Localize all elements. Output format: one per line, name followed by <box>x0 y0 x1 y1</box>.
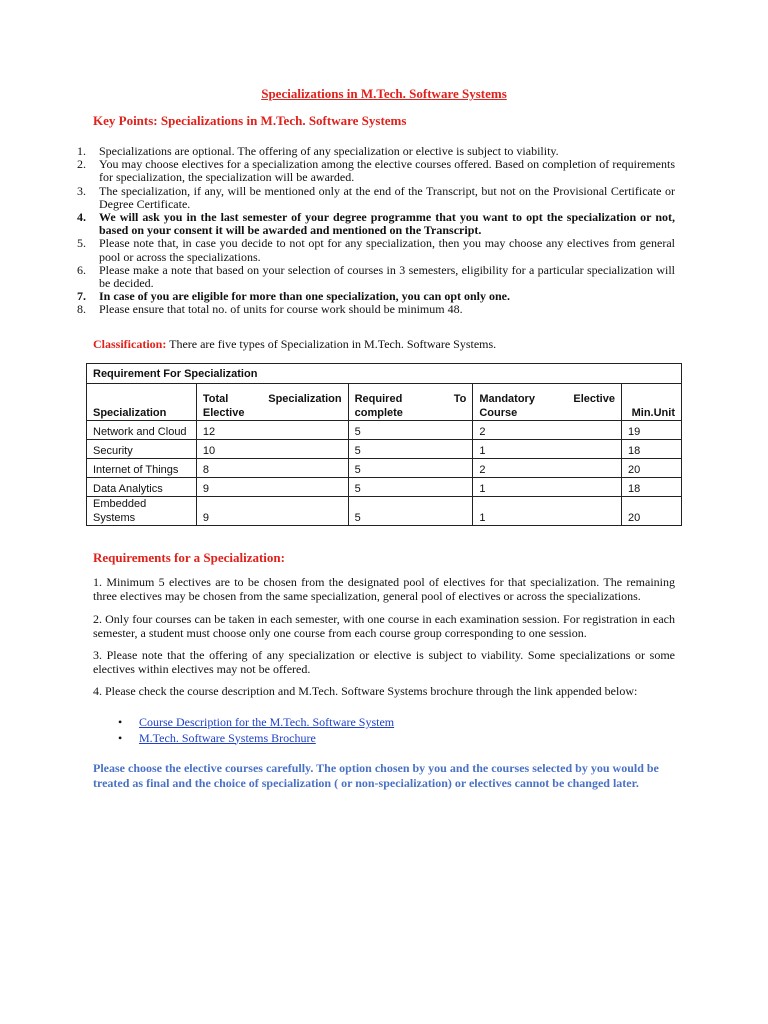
requirements-heading: Requirements for a Specialization: <box>93 550 285 565</box>
bullet-icon: • <box>118 730 123 745</box>
table-cell: Network and Cloud <box>87 421 197 440</box>
table-row <box>87 459 682 478</box>
column-header: Required To complete <box>348 384 473 421</box>
key-points-heading: Key Points: Specializations in M.Tech. Software Systems <box>93 113 407 128</box>
key-points-list <box>77 145 675 317</box>
final-note: Please choose the elective courses carefully. The option chosen by you and the courses selected by you would be treated as final and the choice of specialization ( or non-specialization) or electives cannot be changed later. <box>93 761 659 790</box>
requirement-paragraph: 3. Please note that the offering of any specialization or elective is subject to viability. Some specializations or some electives within electives may not be offered. <box>93 648 675 676</box>
table-row <box>87 478 682 497</box>
key-point-item: 5. Please note that, in case you decide to not opt for any specialization, then you may choose any electives from general pool or across the specializations. <box>77 236 675 264</box>
table-cell: 20 <box>621 497 681 526</box>
table-cell: 8 <box>196 459 348 478</box>
classification-line <box>93 337 496 352</box>
table-cell: 2 <box>473 459 622 478</box>
table-cell: 12 <box>196 421 348 440</box>
table-cell: Embedded Systems <box>87 497 197 526</box>
table-row <box>87 421 682 440</box>
table-cell: 20 <box>621 459 681 478</box>
specialization-table <box>86 363 682 526</box>
column-header: Specialization <box>87 384 197 421</box>
table-cell: 18 <box>621 478 681 497</box>
list-item <box>118 715 394 731</box>
table-cell: 5 <box>348 478 473 497</box>
column-header: Total Specialization Elective <box>196 384 348 421</box>
key-point-item: 7. In case of you are eligible for more than one specialization, you can opt only one. <box>77 289 510 304</box>
table-row <box>87 497 682 526</box>
table-cell: 1 <box>473 478 622 497</box>
key-point-item: 3. The specialization, if any, will be mentioned only at the end of the Transcript, but not on the Provisional Certificate or Degree Certificate. <box>77 183 675 211</box>
course-description-link[interactable]: Course Description for the M.Tech. Software System <box>139 715 395 729</box>
key-point-item: 6. Please make a note that based on your selection of courses in 3 semesters, eligibility for a particular specialization will be decided. <box>77 262 675 291</box>
table-cell: 1 <box>473 497 622 526</box>
table-cell: 2 <box>473 421 622 440</box>
key-point-item: 8. Please ensure that total no. of units for course work should be minimum 48. <box>77 302 463 317</box>
table-cell: 5 <box>348 497 473 526</box>
column-header: Mandatory Elective Course <box>473 384 622 421</box>
table-cell: 18 <box>621 440 681 459</box>
classification-text: There are five types of Specialization in M.Tech. Software Systems. <box>166 337 497 351</box>
requirement-paragraph: 4. Please check the course description and M.Tech. Software Systems brochure through the link appended below: <box>93 684 638 698</box>
links-list <box>118 715 394 746</box>
table-cell: 5 <box>348 421 473 440</box>
list-item <box>118 731 394 747</box>
brochure-link[interactable]: M.Tech. Software Systems Brochure <box>139 730 316 745</box>
key-point-item: 1. Specializations are optional. The offering of any specialization or elective is subject to viability. <box>77 144 559 158</box>
requirement-paragraph: 1. Minimum 5 electives are to be chosen from the designated pool of electives for that specialization. The remaining three electives may be chosen from the same specialization, general pool of electives or across the specializations. <box>93 575 675 603</box>
requirement-paragraph: 2. Only four courses can be taken in each semester, with one course in each examination session. For registration in each semester, a student must choose only one course from each course group corresponding to one session. <box>93 612 675 640</box>
table-cell: 9 <box>196 497 348 526</box>
table-cell: 5 <box>348 440 473 459</box>
table-cell: 19 <box>621 421 681 440</box>
table-cell: 9 <box>196 478 348 497</box>
table-row <box>87 440 682 459</box>
key-point-item: 4. We will ask you in the last semester of your degree programme that you want to opt the specialization or not, based on your consent it will be awarded and mentioned on the Transcript. <box>77 210 675 238</box>
key-point-item: 2. You may choose electives for a specialization among the elective courses offered. Based on completion of requirements for specialization, the specialization will be awarded. <box>77 157 675 185</box>
table-caption: Requirement For Specialization <box>87 364 682 384</box>
page-title: Specializations in M.Tech. Software Systems <box>261 86 507 101</box>
column-header: Min.Unit <box>621 384 681 421</box>
table-cell: 1 <box>473 440 622 459</box>
table-cell: Security <box>87 440 197 459</box>
table-cell: Internet of Things <box>87 459 197 478</box>
classification-label: Classification: <box>93 337 167 351</box>
table-cell: 5 <box>348 459 473 478</box>
bullet-icon: • <box>118 715 123 729</box>
table-cell: 10 <box>196 440 348 459</box>
table-cell: Data Analytics <box>87 478 197 497</box>
